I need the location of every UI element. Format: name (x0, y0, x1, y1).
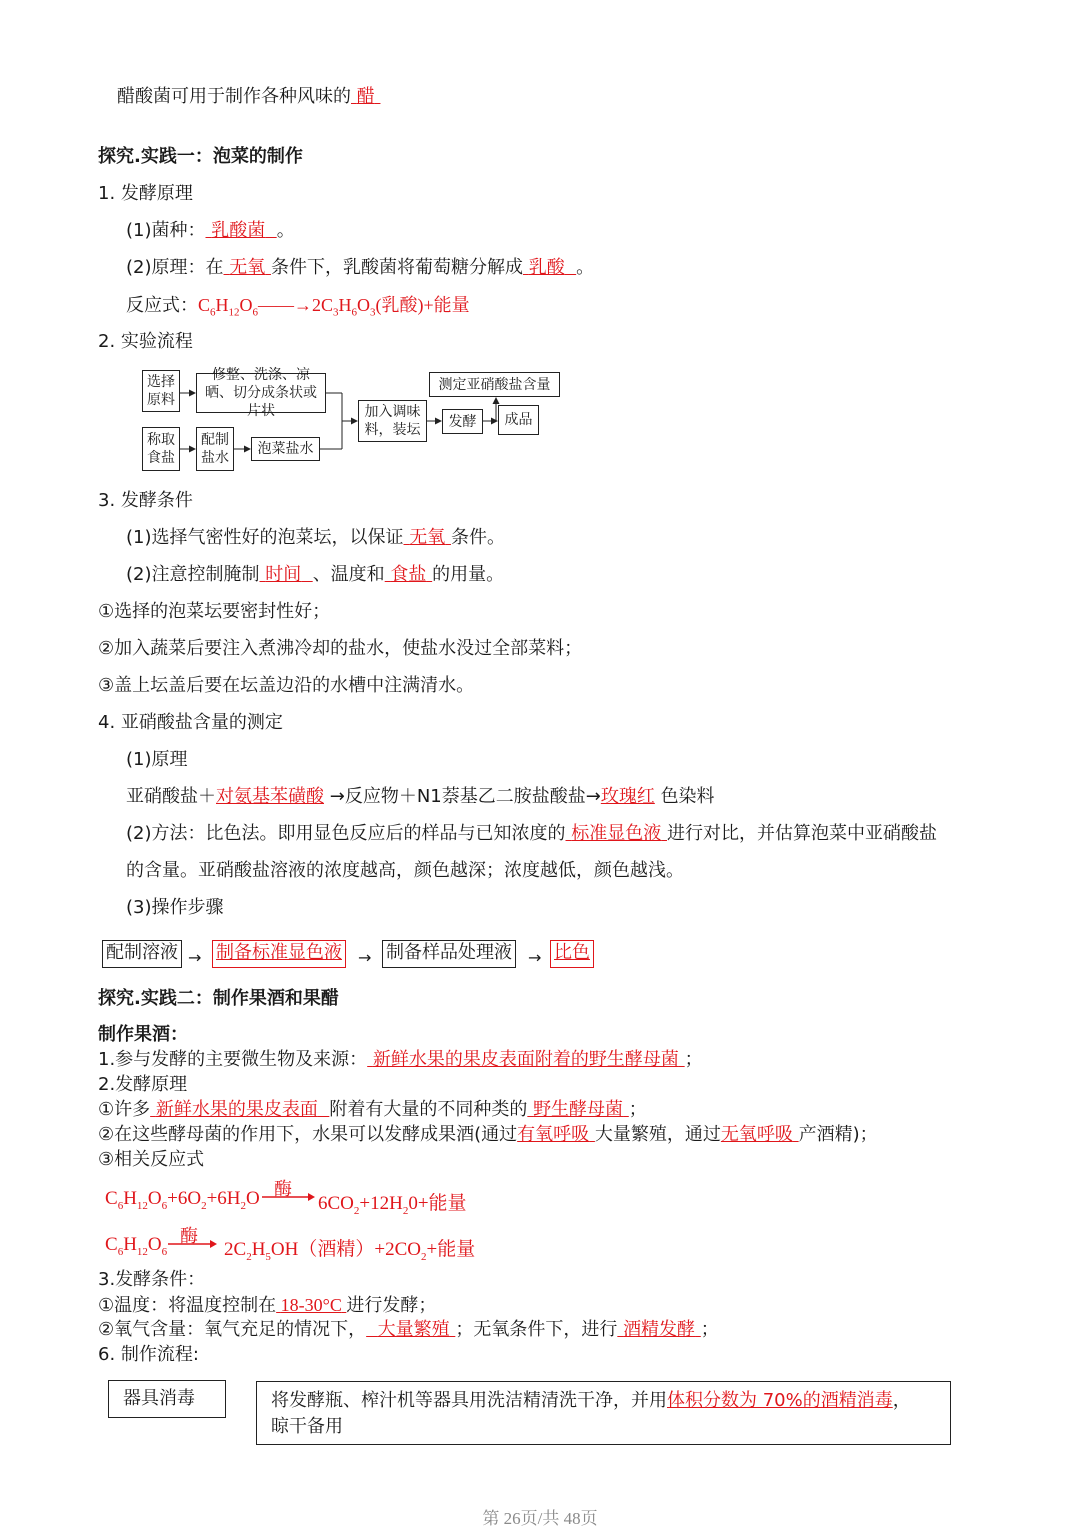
principle-subheading: (1)原理 (126, 749, 188, 770)
note-1: ①选择的泡菜坛要密封性好； (98, 601, 331, 622)
reaction-arrow (262, 1190, 317, 1204)
equation-anaerobic-products: $2C_2H_5OH$（酒精）$+2CO_2+$能量 (224, 1239, 476, 1263)
equation-anaerobic: $C_6H_{12}O_6$ (105, 1234, 168, 1258)
wine-line-4: ②在这些酵母菌的作用下，水果可以发酵成果酒(通过有氧呼吸 大量繁殖，通过无氧呼吸 产酒精)； (98, 1124, 878, 1145)
step-arrow: → (188, 948, 202, 967)
equation-aerobic-products: $6CO_2+12H_20+$能量 (318, 1193, 467, 1217)
flow-box-product: 成品 (498, 405, 539, 435)
step-arrow: → (358, 948, 372, 967)
flow-box-measure-nitrite: 测定亚硝酸盐含量 (429, 372, 560, 397)
heading-fermentation-principle: 1. 发酵原理 (98, 183, 193, 204)
flow-box-select-material: 选择原料 (142, 370, 180, 412)
wine-line-6: 3.发酵条件： (98, 1269, 206, 1290)
flow-box-trim-wash: 修整、洗涤、凉晒、切分成条状或片状 (196, 373, 326, 413)
enzyme-label: 酶 (274, 1179, 292, 1199)
answer-vinegar: 醋 (356, 86, 375, 107)
heading-nitrite-measure: 4. 亚硝酸盐含量的测定 (98, 712, 283, 733)
reaction-arrow (168, 1237, 220, 1251)
method-line: (2)方法：比色法。即用显色反应后的样品与已知浓度的 标准显色液 进行对比，并估算泡菜中亚硝酸盐 (126, 823, 937, 844)
equation-aerobic: $C_6H_{12}O_6+6O_2+6H_2O$ (105, 1188, 260, 1212)
flow-box-add-seasoning: 加入调味料，装坛 (358, 400, 427, 442)
wine-line-1: 1.参与发酵的主要微生物及来源： 新鲜水果的果皮表面附着的野生酵母菌 ； (98, 1049, 703, 1070)
process-box-sterilize: 器具消毒 (108, 1380, 226, 1418)
flow-box-pickle-brine: 泡菜盐水 (251, 437, 320, 461)
step-prepare-solution: 配制溶液 (102, 940, 182, 968)
nitrite-reaction-line: 亚硝酸盐＋对氨基苯磺酸 →反应物＋N1萘基乙二胺盐酸盐→玫瑰红 色染料 (126, 786, 715, 807)
steps-subheading: (3)操作步骤 (126, 897, 224, 918)
section2-title: 探究.实践二：制作果酒和果醋 (98, 988, 339, 1009)
enzyme-label: 酶 (180, 1226, 198, 1246)
flow-box-ferment: 发酵 (442, 409, 483, 434)
step-colorimetry: 比色 (550, 940, 594, 968)
intro-line: 醋酸菌可用于制作各种风味的 醋 (117, 85, 380, 109)
strain-line: (1)菌种： 乳酸菌 。 (126, 220, 295, 241)
note-2: ②加入蔬菜后要注入煮沸冷却的盐水，使盐水没过全部菜料； (98, 638, 583, 659)
reaction-line: 反应式：$C_6H_{12}O_6——\to 2C_3H_6O_3$(乳酸)+能量 (126, 295, 470, 319)
wine-line-3: ①许多 新鲜水果的果皮表面 附着有大量的不同种类的 野生酵母菌 ； (98, 1099, 647, 1120)
condition-2: (2)注意控制腌制 时间 、温度和 食盐 的用量。 (126, 564, 505, 585)
principle-line: (2)原理：在 无氧 条件下，乳酸菌将葡萄糖分解成 乳酸 。 (126, 257, 595, 278)
page-footer: 第 26页/共 48页 (482, 1509, 598, 1528)
process-box-sterilize-detail: 将发酵瓶、榨汁机等器具用洗洁精清洗干净，并用体积分数为 70%的酒精消毒， 晾干备用 (256, 1381, 951, 1445)
condition-1: (1)选择气密性好的泡菜坛，以保证 无氧 条件。 (126, 527, 505, 548)
step-standard-solution: 制备标准显色液 (212, 940, 346, 968)
note-3: ③盖上坛盖后要在坛盖边沿的水槽中注满清水。 (98, 675, 475, 696)
wine-line-5: ③相关反应式 (98, 1149, 205, 1170)
step-sample-solution: 制备样品处理液 (382, 940, 516, 968)
wine-line-8: ②氧气含量：氧气充足的情况下， 大量繁殖 ；无氧条件下，进行 酒精发酵 ； (98, 1319, 719, 1340)
step-arrow: → (528, 948, 542, 967)
section1-title: 探究.实践一：泡菜的制作 (98, 146, 303, 167)
wine-line-7: ①温度：将温度控制在 18-30°C 进行发酵； (98, 1295, 437, 1316)
heading-fermentation-conditions: 3. 发酵条件 (98, 490, 193, 511)
flow-box-weigh-salt: 称取食盐 (142, 427, 180, 471)
heading-experiment-flow: 2. 实验流程 (98, 331, 193, 352)
wine-line-2: 2.发酵原理 (98, 1074, 188, 1095)
flow-box-prepare-brine: 配制盐水 (196, 427, 234, 471)
method-line-2: 的含量。亚硝酸盐溶液的浓度越高，颜色越深；浓度越低，颜色越浅。 (126, 860, 684, 881)
wine-line-9: 6. 制作流程: (98, 1344, 199, 1365)
fruit-wine-subtitle: 制作果酒： (98, 1024, 188, 1045)
